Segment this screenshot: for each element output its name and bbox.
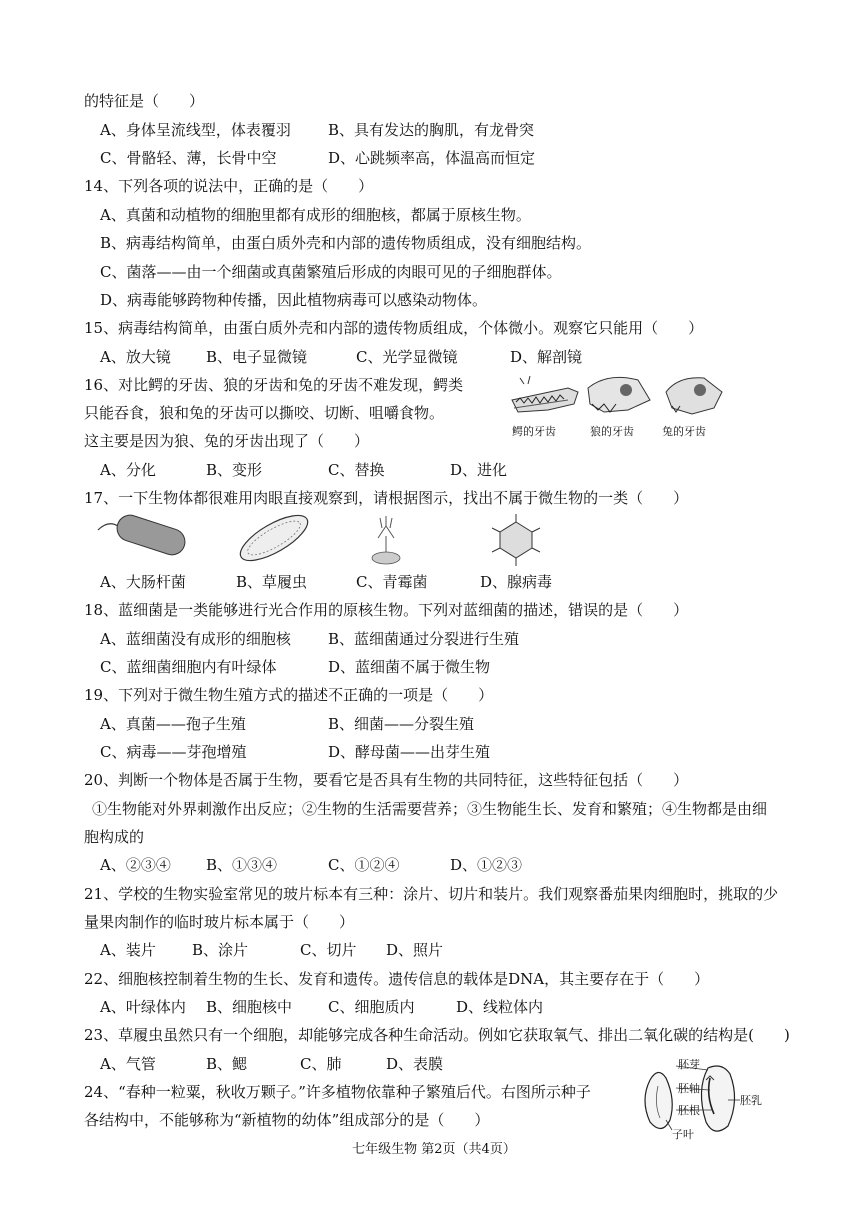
q19-option-a: A、真菌——孢子生殖: [100, 715, 246, 733]
label-cotyledon: 子叶: [672, 1128, 694, 1141]
q21-stem-line1: 21、学校的生物实验室常见的玻片标本有三种：涂片、切片和装片。我们观察番茄果肉细胞时，挑取的少: [84, 885, 779, 903]
caption-wolf-teeth: 狼的牙齿: [590, 425, 634, 438]
q13-option-c: C、骨骼轻、薄，长骨中空: [100, 149, 277, 167]
label-hypocotyl: 胚轴: [678, 1082, 700, 1095]
q22-option-b: B、细胞核中: [206, 998, 293, 1016]
q17-option-b: B、草履虫: [236, 573, 308, 591]
q18-stem: 18、蓝细菌是一类能够进行光合作用的原核生物。下列对蓝细菌的描述，错误的是（ ）: [84, 601, 689, 619]
q17-option-c: C、青霉菌: [356, 573, 428, 591]
q20-option-c: C、①②④: [328, 856, 400, 874]
q21-option-b: B、涂片: [192, 941, 249, 959]
q16-option-d: D、进化: [450, 461, 508, 479]
q19-option-b: B、细菌——分裂生殖: [328, 715, 475, 733]
q23-stem: 23、草履虫虽然只有一个细胞，却能够完成各种生命活动。例如它获取氧气、排出二氧化碳的结构是( ): [84, 1026, 790, 1044]
q22-option-c: C、细胞质内: [328, 998, 415, 1016]
label-endosperm: 胚乳: [740, 1094, 762, 1107]
label-radicle: 胚根: [678, 1104, 700, 1117]
q21-option-a: A、装片: [100, 941, 156, 959]
q24-stem-line1: 24、“春种一粒粟，秋收万颗子。”许多植物依靠种子繁殖后代。右图所示种子: [84, 1083, 591, 1101]
penicillium-icon: [372, 516, 400, 564]
q16-stem-line1: 16、对比鳄的牙齿、狼的牙齿和兔的牙齿不难发现，鳄类: [84, 376, 464, 394]
q18-option-d: D、蓝细菌不属于微生物: [328, 658, 491, 676]
q16-option-c: C、替换: [328, 461, 385, 479]
q16-option-a: A、分化: [100, 461, 156, 479]
q16-option-b: B、变形: [206, 461, 263, 479]
q13-option-d: D、心跳频率高，体温高而恒定: [328, 149, 536, 167]
q19-stem: 19、下列对于微生物生殖方式的描述不正确的一项是（ ）: [84, 686, 494, 704]
wolf-skull-icon: [588, 377, 650, 412]
q17-stem: 17、一下生物体都很难用肉眼直接观察到，请根据图示，找出不属于微生物的一类（ ）: [84, 489, 689, 507]
q21-stem-line2: 量果肉制作的临时玻片标本属于（ ）: [84, 913, 355, 931]
q14-option-b: B、病毒结构简单，由蛋白质外壳和内部的遗传物质组成，没有细胞结构。: [100, 234, 592, 252]
q20-option-b: B、①③④: [206, 856, 278, 874]
q22-option-a: A、叶绿体内: [100, 998, 186, 1016]
label-plumule: 胚芽: [678, 1058, 700, 1071]
q20-stem-line3: 胞构成的: [84, 828, 145, 846]
q21-option-c: C、切片: [300, 941, 357, 959]
q23-option-d: D、表膜: [386, 1055, 444, 1073]
q15-option-b: B、电子显微镜: [206, 348, 308, 366]
q15-option-a: A、放大镜: [100, 348, 171, 366]
q14-stem: 14、下列各项的说法中，正确的是（ ）: [84, 177, 374, 195]
q24-stem-line2: 各结构中，不能够称为“新植物的幼体”组成部分的是（ ）: [84, 1111, 490, 1129]
corn-seed-icon: [701, 1066, 734, 1131]
q16-stem-line2: 只能吞食，狼和兔的牙齿可以撕咬、切断、咀嚼食物。: [84, 404, 445, 422]
q23-option-a: A、气管: [100, 1055, 156, 1073]
adenovirus-icon: [492, 514, 540, 566]
page-footer: 七年级生物 第2页（共4页）: [352, 1142, 516, 1157]
q15-option-d: D、解剖镜: [510, 348, 583, 366]
q17-option-d: D、腺病毒: [480, 573, 553, 591]
q13-stem-cont: 的特征是（ ）: [84, 92, 205, 110]
q23-option-b: B、鳃: [206, 1055, 248, 1073]
q13-option-b: B、具有发达的胸肌，有龙骨突: [328, 121, 535, 139]
q19-option-d: D、酵母菌——出芽生殖: [328, 743, 491, 761]
q15-option-c: C、光学显微镜: [356, 348, 458, 366]
q17-option-a: A、大肠杆菌: [100, 573, 186, 591]
q18-option-a: A、蓝细菌没有成形的细胞核: [100, 630, 291, 648]
q22-option-d: D、线粒体内: [456, 998, 544, 1016]
rabbit-skull-icon: [666, 378, 722, 414]
q21-option-d: D、照片: [386, 941, 444, 959]
q13-option-a: A、身体呈流线型，体表覆羽: [100, 121, 291, 139]
q20-stem-line2: ①生物能对外界刺激作出反应；②生物的生活需要营养；③生物能生长、发育和繁殖；④生物都是由细: [92, 800, 768, 818]
q15-stem: 15、病毒结构简单，由蛋白质外壳和内部的遗传物质组成，个体微小。观察它只能用（ ）: [84, 319, 704, 337]
q14-option-a: A、真菌和动植物的细胞里都有成形的细胞核，都属于原核生物。: [100, 206, 531, 224]
q23-option-c: C、肺: [300, 1055, 342, 1073]
q18-option-c: C、蓝细菌细胞内有叶绿体: [100, 658, 277, 676]
crocodile-skull-icon: [512, 376, 578, 412]
caption-rabbit-teeth: 兔的牙齿: [662, 425, 706, 438]
q19-option-c: C、病毒——芽孢增殖: [100, 743, 247, 761]
bean-seed-icon: [645, 1072, 672, 1128]
q16-stem-line3: 这主要是因为狼、兔的牙齿出现了（ ）: [84, 432, 370, 450]
paramecium-icon: [234, 512, 314, 567]
q20-option-a: A、②③④: [100, 856, 171, 874]
q22-stem: 22、细胞核控制着生物的生长、发育和遗传。遗传信息的载体是DNA，其主要存在于（ ）: [84, 970, 710, 988]
microbes-figure: [96, 512, 556, 567]
q18-option-b: B、蓝细菌通过分裂进行生殖: [328, 630, 520, 648]
q14-option-c: C、菌落——由一个细菌或真菌繁殖后形成的肉眼可见的子细胞群体。: [100, 263, 562, 281]
q20-stem: 20、判断一个物体是否属于生物，要看它是否具有生物的共同特征，这些特征包括（ ）: [84, 771, 689, 789]
caption-crocodile-teeth: 鳄的牙齿: [512, 425, 556, 438]
e-coli-icon: [98, 512, 188, 558]
q14-option-d: D、病毒能够跨物种传播，因此植物病毒可以感染动物体。: [100, 291, 488, 309]
teeth-figure: [508, 370, 728, 425]
q20-option-d: D、①②③: [450, 856, 523, 874]
